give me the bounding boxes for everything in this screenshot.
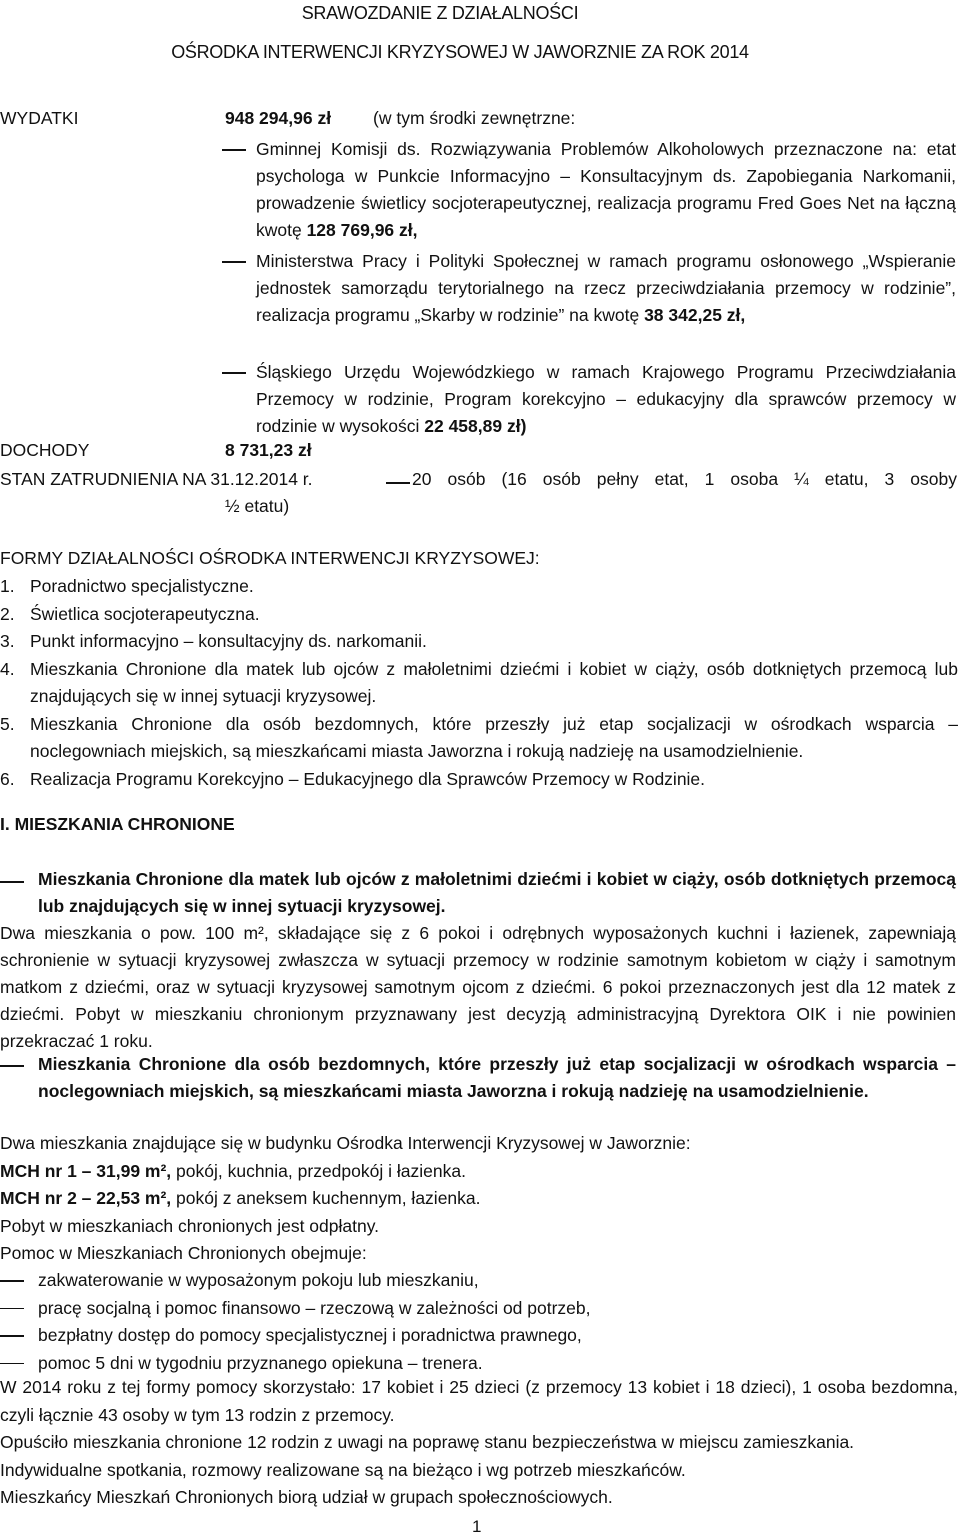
paid-text: Pobyt w mieszkaniach chronionych jest odpłatny. xyxy=(0,1215,380,1236)
list-item: 6. Realizacja Programu Korekcyjno – Edukacyjnego dla Sprawców Przemocy w Rodzinie. xyxy=(0,768,706,789)
list-item: 3. Punkt informacyjno – konsultacyjny ds. narkomanii. xyxy=(0,631,427,651)
subsection-title-homeless: Mieszkania Chronione dla osób bezdomnych, które przeszły już etap socjalizacji w ośrodkach wsparcia – noclegowniach miejskich, są mieszkańcami miasta Jaworzna i rokują nadzieję na usamodzielnienie. xyxy=(38,1054,956,1101)
employment-label: STAN ZATRUDNIENIA NA 31.12.2014 r. xyxy=(0,469,313,489)
mch2-row: MCH nr 2 – 22,53 m², pokój z aneksem kuchennym, łazienka. xyxy=(0,1188,481,1208)
location-text: Dwa mieszkania znajdujące się w budynku Ośrodka Interwencji Kryzysowej w Jaworznie: xyxy=(0,1133,691,1153)
closing-paragraphs xyxy=(0,1374,958,1512)
section-heading: I. MIESZKANIA CHRONIONE xyxy=(0,814,235,834)
stats-text: W 2014 roku z tej formy pomocy skorzystało: 17 kobiet i 25 dzieci (z przemocy 13 kobiet i 18 dzieci), 1 osoba bezdomna, czyli łącznie 43 osoby w tym 13 rodzin z przemocy. xyxy=(0,1377,958,1425)
section-body xyxy=(0,1130,958,1268)
bullet-dash xyxy=(222,149,246,151)
bullet-dash xyxy=(0,881,24,883)
employment-text-cont: ½ etatu) xyxy=(225,496,290,516)
expense-item-ministerstwo: Ministerstwa Pracy i Polityki Społecznej w ramach programu osłonowego „Wspieranie jednostek samorządu terytorialnego na rzecz przeciwdziałania przemocy w rodzinie”, realizacja programu „Skarby w rodzinie” na kwotę 38 342,25 zł, xyxy=(256,251,956,325)
list-item: 5. Mieszkania Chronione dla osób bezdomnych, które przeszły już etap socjalizacji w ośrodkach wsparcia – noclegowniach miejskich, są mieszkańcami miasta Jaworzna i rokują nadzieję na usamodzielnienie. xyxy=(0,713,958,761)
subsection-title-mothers: Mieszkania Chronione dla matek lub ojców z małoletnimi dziećmi i kobiet w ciąży, osób dotkniętych przemocą lub znajdujących się w innej sytuacji kryzysowej. xyxy=(38,869,956,916)
income-amount: 8 731,23 zł xyxy=(225,440,312,460)
document-subtitle: OŚRODKA INTERWENCJI KRYZYSOWEJ W JAWORZNIE ZA ROK 2014 xyxy=(171,42,749,62)
expenses-label: WYDATKI xyxy=(0,108,79,128)
list-item: 2. Świetlica socjoterapeutyczna. xyxy=(0,603,260,624)
list-item: pracę socjalną i pomoc finansowo – rzeczową w zależności od potrzeb, xyxy=(0,1295,958,1323)
bullet-dash xyxy=(0,1363,24,1365)
forms-list xyxy=(0,573,958,793)
list-item: 4. Mieszkania Chronione dla matek lub ojców z małoletnimi dziećmi i kobiet w ciąży, osób dotkniętych przemocą lub znajdujących się w innej sytuacji kryzysowej. xyxy=(0,658,958,706)
subsection-text-mothers: Dwa mieszkania o pow. 100 m², składające się z 6 pokoi i odrębnych wyposażonych kuchni i łazienek, zapewniają schronienie w sytuacji kryzysowej zwłaszcza w sytuacji przemocy w rodzinie samotnym kobietom w ciąży i samotnym matkom z dziećmi, oraz w sytuacji kryzysowej samotnym ojcom z dziećmi. 6 pokoi przeznaczonych jest dla 12 matek z dziećmi. Pobyt w mieszkaniu chronionym przyznawany jest decyzją administracyjną Dyrektora OIK i nie powinien przekraczać 1 roku. xyxy=(0,923,956,1051)
bullet-dash xyxy=(0,1335,24,1337)
help-list xyxy=(0,1267,958,1377)
left-text: Opuściło mieszkania chronione 12 rodzin z uwagi na poprawę stanu bezpieczeństwa w miejscu zamieszkania. xyxy=(0,1432,855,1452)
list-item: pomoc 5 dni w tygodniu przyznanego opiekuna – trenera. xyxy=(0,1350,958,1378)
income-label: DOCHODY xyxy=(0,440,90,460)
document-title: SRAWOZDANIE Z DZIAŁALNOŚCI xyxy=(301,3,579,23)
list-item: 1. Poradnictwo specjalistyczne. xyxy=(0,576,254,596)
expenses-amount: 948 294,96 zł xyxy=(225,108,332,128)
expense-item-urzad: Śląskiego Urzędu Wojewódzkiego w ramach Krajowego Programu Przeciwdziałania Przemocy w rodzinie, Program korekcyjno – edukacyjny dla sprawców przemocy w rodzinie w wysokości 22 458,89 zł) xyxy=(256,362,956,436)
list-item: bezpłatny dostęp do pomocy specjalistycznej i poradnictwa prawnego, xyxy=(0,1322,958,1350)
meetings-text: Indywidualne spotkania, rozmowy realizowane są na bieżąco i wg potrzeb mieszkańców. xyxy=(0,1459,686,1480)
employment-text: 20 osób (16 osób pełny etat, 1 osoba ¼ etatu, 3 osoby xyxy=(412,469,957,489)
bullet-dash xyxy=(0,1065,24,1067)
list-item: zakwaterowanie w wyposażonym pokoju lub mieszkaniu, xyxy=(0,1267,958,1295)
bullet-dash xyxy=(222,261,246,263)
forms-heading: FORMY DZIAŁALNOŚCI OŚRODKA INTERWENCJI KRYZYSOWEJ: xyxy=(0,548,540,568)
page-number: 1 xyxy=(472,1517,482,1536)
help-intro: Pomoc w Mieszkaniach Chronionych obejmuje: xyxy=(0,1243,367,1263)
bullet-dash xyxy=(0,1308,24,1310)
bullet-dash xyxy=(222,372,246,374)
expenses-note: (w tym środki zewnętrzne: xyxy=(373,108,576,128)
bullet-dash xyxy=(386,482,410,484)
mch1-row: MCH nr 1 – 31,99 m², pokój, kuchnia, przedpokój i łazienka. xyxy=(0,1160,466,1181)
expense-item-gminna: Gminnej Komisji ds. Rozwiązywania Problemów Alkoholowych przeznaczone na: etat psychologa w Punkcie Informacyjno – Konsultacyjnym ds. Zapobiegania Narkomanii, prowadzenie świetlicy socjoterapeutycznej, realizacja programu Fred Goes Net na łączną kwotę 128 769,96 zł, xyxy=(256,139,956,240)
groups-text: Mieszkańcy Mieszkań Chronionych biorą udział w grupach społecznościowych. xyxy=(0,1487,613,1507)
bullet-dash xyxy=(0,1280,24,1282)
